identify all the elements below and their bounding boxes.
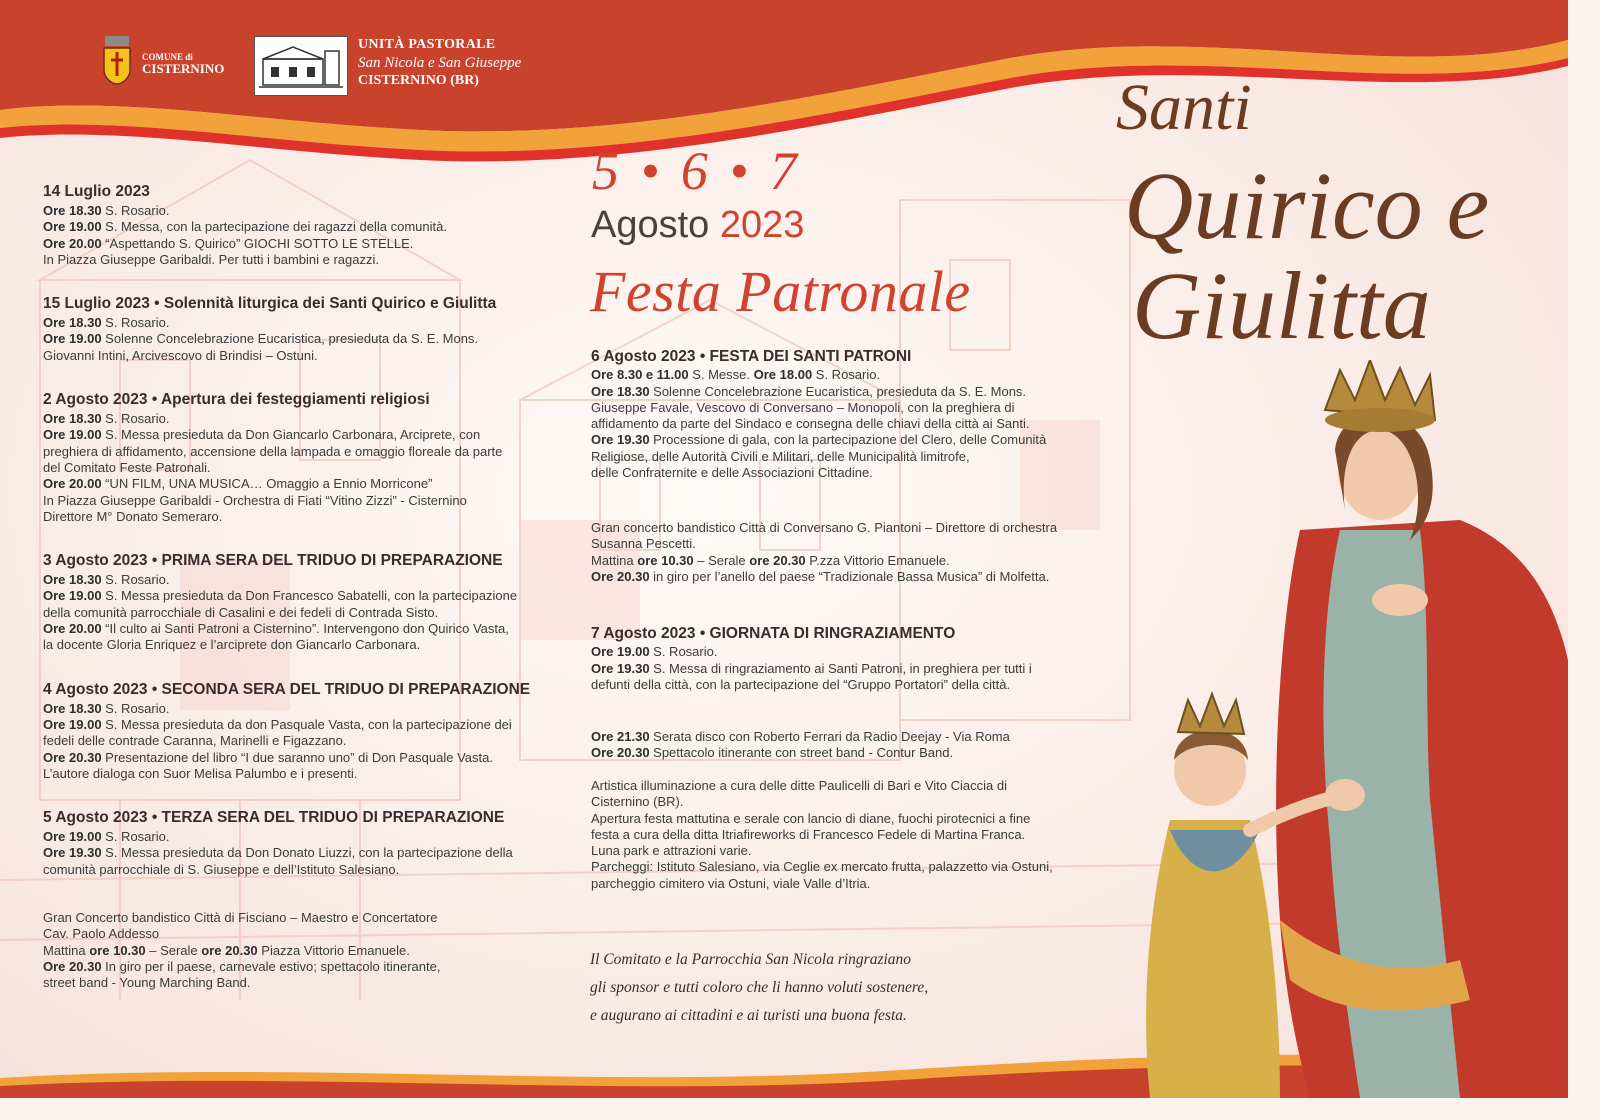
info-line	[43, 959, 573, 975]
info-line	[591, 745, 1131, 761]
event-text: S. Rosario.	[101, 315, 170, 331]
info-line	[591, 677, 1131, 693]
event-text: del Comitato Feste Patronali.	[43, 459, 211, 475]
event-block	[43, 680, 573, 782]
event-line	[43, 717, 573, 733]
comune-label-small: COMUNE di	[142, 52, 193, 62]
event-title: 15 Luglio 2023 • Solennità liturgica dei Santi Quirico e Giulitta	[43, 295, 497, 313]
info-line	[591, 661, 1131, 677]
festival-extra-info	[591, 778, 1131, 892]
info-hour: Ore 20.30	[43, 958, 102, 974]
info-hour: ore 10.30	[89, 942, 146, 958]
info-text: Susanna Pescetti.	[591, 536, 696, 552]
event-hour: Ore 18.30	[43, 203, 102, 218]
festa-patronale-title: Festa Patronale	[590, 259, 971, 324]
info-hour: Ore 19.30	[591, 432, 650, 448]
info-line	[591, 432, 1131, 448]
info-hour: Ore 20.30	[591, 568, 650, 584]
event-line	[43, 476, 573, 492]
info-text: Religiose, delle Autorità Civili e Militari, delle Municipalità limitrofe,	[591, 448, 970, 464]
event-text: “Il culto ai Santi Patroni a Cisternino”. Intervengono don Quirico Vasta,	[101, 621, 509, 637]
event-title: 2 Agosto 2023 • Apertura dei festeggiamenti religiosi	[43, 391, 430, 409]
event-text: Giovanni Intini, Arcivescovo di Brindisi – Ostuni.	[43, 347, 318, 363]
event-line	[43, 637, 573, 653]
evening-august-7	[591, 729, 1131, 762]
event-text: S. Messa, con la partecipazione dei ragazzi della comunità.	[101, 219, 447, 235]
event-text: S. Rosario.	[101, 411, 170, 427]
info-hour: Ore 21.30	[591, 729, 650, 744]
event-title: 14 Luglio 2023	[43, 183, 150, 200]
info-line	[591, 644, 1131, 660]
event-line	[43, 252, 573, 268]
info-line	[591, 778, 1131, 794]
info-text: – Serale	[693, 552, 750, 568]
event-title: 5 Agosto 2023 • TERZA SERA DEL TRIDUO DI PREPARAZIONE	[43, 809, 505, 827]
info-text: In giro per il paese, carnevale estivo; spettacolo itinerante,	[101, 958, 441, 974]
event-line	[43, 509, 573, 525]
thanks-message	[590, 946, 928, 1030]
info-line	[591, 876, 1131, 892]
event-line	[43, 348, 573, 364]
info-hour: ore 20.30	[201, 942, 258, 958]
info-line	[43, 943, 573, 959]
event-line	[43, 219, 573, 235]
event-text: S. Messa presieduta da Don Donato Liuzzi, con la partecipazione della	[101, 845, 513, 861]
title-santi: Santi	[1116, 71, 1252, 144]
left-program-column	[43, 182, 573, 878]
info-line	[591, 367, 1131, 383]
info-hour: Ore 18.00	[753, 367, 813, 383]
info-line	[591, 569, 1131, 585]
event-hour: Ore 19.00	[43, 716, 102, 732]
event-line	[43, 315, 573, 331]
info-text: S. Rosario.	[812, 367, 881, 383]
event-text: fedeli delle contrade Caranna, Marinelli e Figazzano.	[43, 733, 347, 749]
title-giulitta: Giulitta	[1132, 252, 1431, 359]
thanks-line: e augurano ai cittadini e ai turisti una buona festa.	[590, 1007, 907, 1024]
event-line	[43, 605, 573, 621]
event-text: S. Messa presieduta da don Pasquale Vasta, con la partecipazione dei	[101, 716, 512, 732]
coat-of-arms-icon	[102, 34, 132, 86]
info-text: Gran Concerto bandistico Città di Fisciano – Maestro e Concertatore	[43, 910, 438, 925]
event-hour: Ore 19.00	[43, 588, 102, 604]
info-text: P.zza Vittorio Emanuele.	[805, 552, 950, 568]
event-text: preghiera di affidamento, accensione della lampada e omaggio floreale da parte	[43, 443, 503, 459]
event-line	[43, 621, 573, 637]
info-hour: Ore 19.00	[591, 644, 650, 660]
info-line	[591, 449, 1131, 465]
info-text: S. Messa di ringraziamento ai Santi Patroni, in preghiera per tutti i	[649, 660, 1032, 676]
event-hour: Ore 20.00	[43, 235, 102, 251]
info-text: defunti della città, con la partecipazione del “Gruppo Portatori” della città.	[591, 676, 1011, 692]
festival-dates: 5 • 6 • 7	[592, 141, 801, 201]
event-hour: Ore 19.00	[43, 829, 102, 845]
festival-month-year	[591, 204, 804, 247]
event-hour: Ore 19.30	[43, 845, 102, 861]
event-line	[43, 829, 573, 845]
info-hour: Ore 20.30	[591, 745, 650, 761]
info-text: Giuseppe Favale, Vescovo di Conversano – Monopoli, con la preghiera di	[591, 399, 1015, 415]
info-hour: ore 10.30	[637, 552, 694, 568]
event-text: S. Rosario.	[101, 203, 170, 218]
event-line	[43, 588, 573, 604]
event-line	[43, 701, 573, 717]
event-hour: Ore 20.00	[43, 476, 102, 492]
concert-august-6	[591, 520, 1131, 585]
info-line	[591, 729, 1131, 745]
event-line	[43, 203, 573, 219]
info-line	[591, 536, 1131, 552]
info-line	[591, 416, 1131, 432]
info-text: S. Messe.	[688, 367, 754, 383]
event-hour: Ore 18.30	[43, 572, 102, 588]
event-line	[43, 427, 573, 443]
event-hour: Ore 19.00	[43, 427, 102, 443]
event-line	[43, 845, 573, 861]
info-line	[591, 520, 1131, 536]
event-line	[43, 733, 573, 749]
info-text: parcheggio cimitero via Ostuni, viale Valle d’Itria.	[591, 875, 871, 891]
event-text: L’autore dialoga con Suor Melisa Palumbo e i presenti.	[43, 765, 358, 781]
info-line	[43, 975, 573, 991]
unita-parishes: San Nicola e San Giuseppe	[358, 54, 522, 71]
info-hour: Ore 18.30	[591, 383, 650, 399]
event-block	[43, 294, 573, 364]
info-line	[591, 794, 1131, 810]
church-drawing-icon	[254, 36, 348, 96]
unita-pastorale-logo	[254, 36, 574, 96]
event-title: 6 Agosto 2023 • FESTA DEI SANTI PATRONI	[591, 348, 912, 365]
event-text: S. Messa presieduta da Don Giancarlo Carbonara, Arciprete, con	[101, 427, 481, 443]
unita-title: UNITÀ PASTORALE	[358, 37, 496, 52]
info-text: Cav. Paolo Addesso	[43, 926, 160, 942]
event-title: 3 Agosto 2023 • PRIMA SERA DEL TRIDUO DI PREPARAZIONE	[43, 552, 503, 570]
event-text: Solenne Concelebrazione Eucaristica, presieduta da S. E. Mons.	[101, 331, 479, 347]
event-line	[43, 460, 573, 476]
saints-statue-illustration	[1130, 360, 1568, 1098]
event-line	[43, 331, 573, 347]
title-quirico: Quirico e	[1124, 152, 1490, 259]
thanks-line: gli sponsor e tutti coloro che li hanno voluti sostenere,	[590, 979, 929, 996]
event-hour: Ore 19.00	[43, 219, 102, 235]
event-hour: Ore 18.30	[43, 315, 102, 331]
event-august-6	[591, 349, 1131, 481]
event-text: Presentazione del libro “I due saranno uno” di Don Pasquale Vasta.	[101, 749, 493, 765]
event-hour: Ore 18.30	[43, 411, 102, 427]
event-hour: Ore 19.00	[43, 331, 102, 347]
event-line	[43, 236, 573, 252]
unita-city: CISTERNINO (BR)	[358, 73, 479, 89]
info-text: delle Confraternite e delle Associazioni Cittadine.	[591, 465, 873, 481]
info-line	[591, 859, 1131, 875]
event-title: 4 Agosto 2023 • SECONDA SERA DEL TRIDUO DI PREPARAZIONE	[43, 680, 531, 698]
event-line	[43, 750, 573, 766]
info-line	[591, 400, 1131, 416]
info-hour: Ore 19.30	[591, 660, 650, 676]
event-hour: Ore 18.30	[43, 700, 102, 716]
event-hour: Ore 20.30	[43, 749, 102, 765]
event-line	[43, 444, 573, 460]
info-line	[591, 843, 1131, 859]
info-line	[591, 384, 1131, 400]
event-line	[43, 493, 573, 509]
info-text: festa a cura della ditta Itriafireworks di Francesco Fedele di Martina Franca.	[591, 826, 1026, 842]
info-hour: ore 20.30	[749, 552, 806, 568]
event-hour: Ore 20.00	[43, 621, 102, 637]
event-block	[43, 390, 573, 525]
event-block	[43, 551, 573, 653]
event-line	[43, 766, 573, 782]
event-text: S. Messa presieduta da Don Francesco Sabatelli, con la partecipazione	[101, 588, 518, 604]
info-text: Parcheggi: Istituto Salesiano, via Ceglie ex mercato frutta, palazzetto via Ostuni,	[591, 859, 1053, 875]
event-august-7	[591, 626, 1131, 693]
info-text: S. Rosario.	[649, 644, 718, 660]
event-text: della comunità parrocchiale di Casalini e dei fedeli di Contrada Sisto.	[43, 604, 439, 620]
info-text: Serata disco con Roberto Ferrari da Radio Deejay - Via Roma	[649, 729, 1010, 744]
info-text: Mattina	[43, 942, 90, 958]
festival-year: 2023	[719, 204, 805, 246]
event-line	[43, 411, 573, 427]
event-title: 7 Agosto 2023 • GIORNATA DI RINGRAZIAMENTO	[591, 625, 956, 642]
info-text: in giro per l’anello del paese “Tradizionale Bassa Musica” di Molfetta.	[649, 568, 1050, 584]
event-block	[43, 808, 573, 878]
info-text: Solenne Concelebrazione Eucaristica, presieduta da S. E. Mons.	[649, 383, 1027, 399]
info-text: Spettacolo itinerante con street band - Contur Band.	[649, 745, 954, 761]
info-line	[591, 465, 1131, 481]
event-text: la docente Gloria Enriquez e l’arciprete don Giancarlo Carbonara.	[43, 637, 421, 653]
left-concert-info	[43, 910, 573, 991]
info-hour: Ore 8.30 e 11.00	[591, 367, 689, 383]
info-text: Luna park e attrazioni varie.	[591, 843, 752, 859]
info-text: Artistica illuminazione a cura delle ditte Paulicelli di Bari e Vito Ciaccia di	[591, 778, 1007, 793]
festival-month: Agosto	[591, 204, 710, 246]
info-text: street band - Young Marching Band.	[43, 975, 251, 991]
info-text: Piazza Vittorio Emanuele.	[257, 942, 410, 958]
info-text: Gran concerto bandistico Città di Conversano G. Piantoni – Direttore di orchestra	[591, 520, 1058, 535]
info-line	[591, 811, 1131, 827]
event-text: “Aspettando S. Quirico” GIOCHI SOTTO LE STELLE.	[101, 235, 414, 251]
comune-name: CISTERNINO	[142, 61, 225, 77]
info-text: Cisternino (BR).	[591, 794, 684, 810]
event-text: S. Rosario.	[101, 700, 170, 716]
info-text: Processione di gala, con la partecipazione del Clero, delle Comunità	[649, 432, 1047, 448]
info-text: Mattina	[591, 552, 638, 568]
info-line	[43, 926, 573, 942]
info-line	[591, 827, 1131, 843]
event-block	[43, 182, 573, 268]
event-text: In Piazza Giuseppe Garibaldi. Per tutti i bambini e ragazzi.	[43, 251, 380, 267]
info-text: – Serale	[145, 942, 202, 958]
event-text: “UN FILM, UNA MUSICA… Omaggio a Ennio Morricone”	[101, 476, 433, 492]
info-text: Apertura festa mattutina e serale con lancio di diane, fuochi pirotecnici a fine	[591, 810, 1031, 826]
event-text: In Piazza Giuseppe Garibaldi - Orchestra di Fiati “Vitino Zizzi” - Cisternino	[43, 492, 467, 508]
event-text: S. Rosario.	[101, 829, 170, 845]
info-line	[591, 553, 1131, 569]
event-text: comunità parrocchiale di S. Giuseppe e dell’Istituto Salesiano.	[43, 861, 400, 877]
info-text: affidamento da parte del Sindaco e consegna delle chiavi della città ai Santi.	[591, 416, 1030, 432]
event-line	[43, 572, 573, 588]
thanks-line: Il Comitato e la Parrocchia San Nicola ringraziano	[590, 951, 912, 968]
event-text: Direttore M° Donato Semeraro.	[43, 508, 223, 524]
info-line	[43, 910, 573, 926]
event-text: S. Rosario.	[101, 572, 170, 588]
event-line	[43, 862, 573, 878]
comune-logo	[102, 34, 232, 94]
